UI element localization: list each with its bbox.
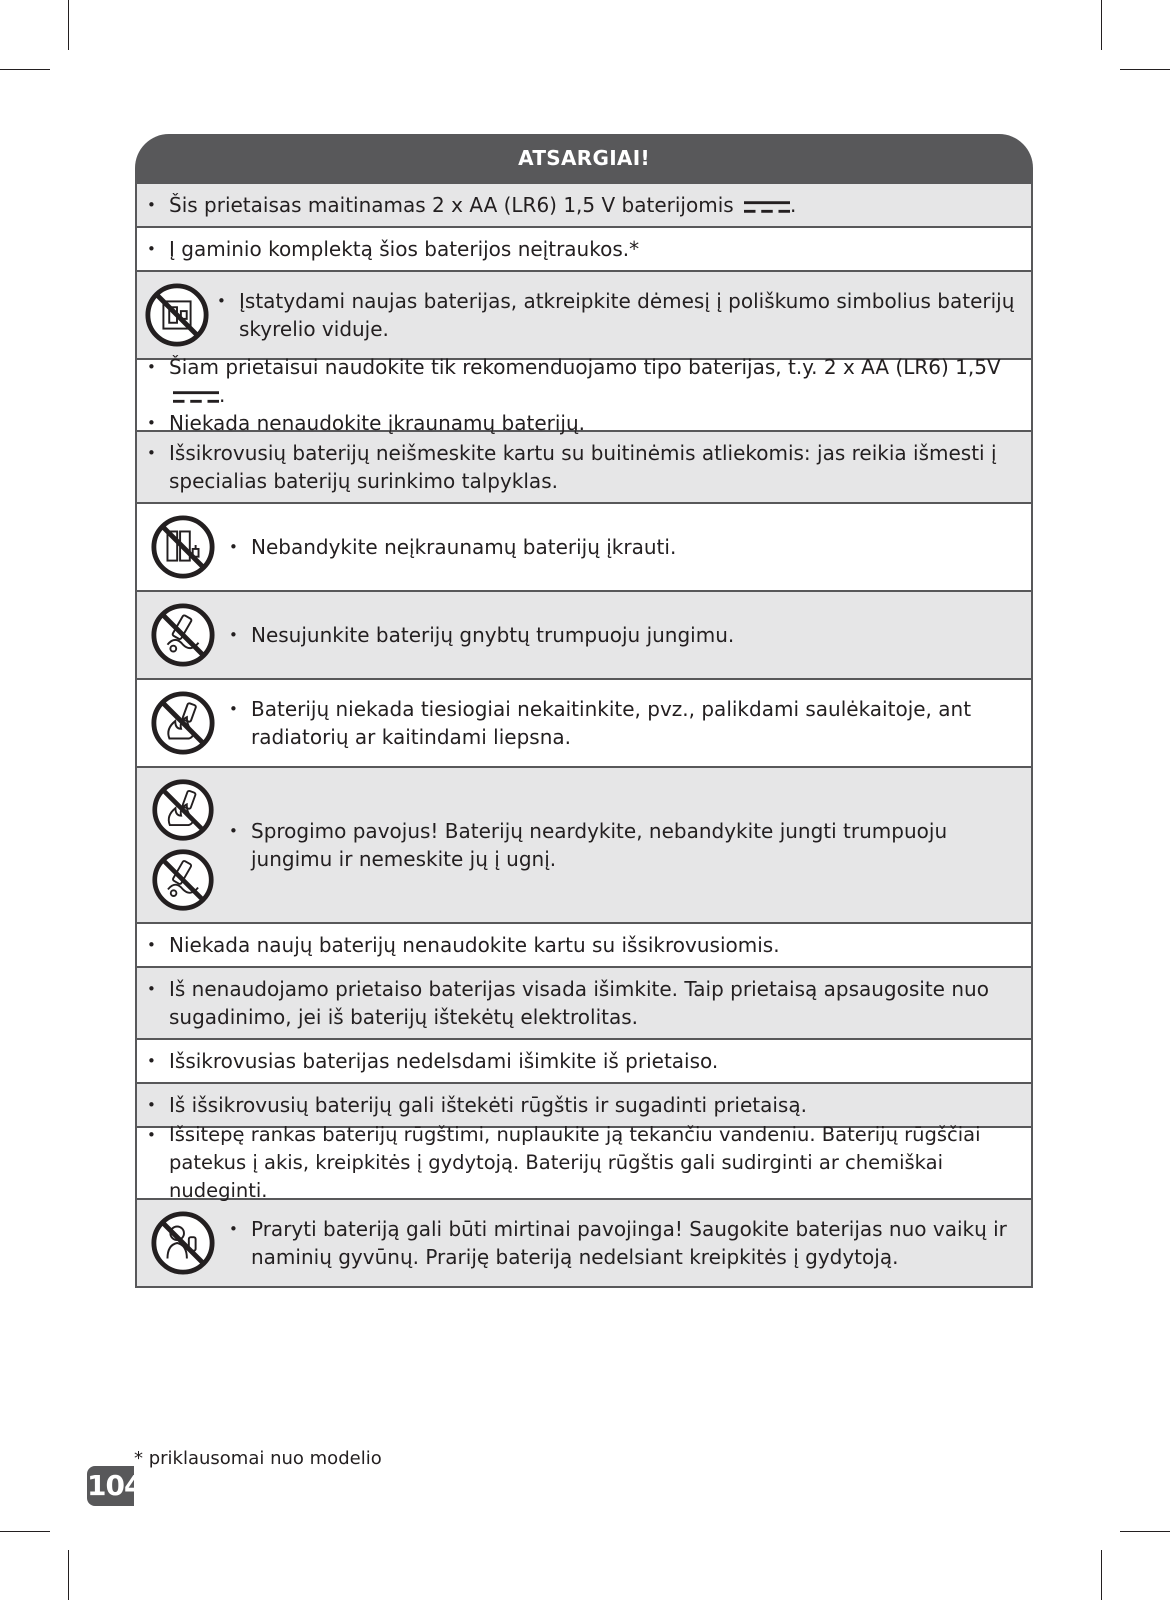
no-swallow-icon: [150, 1210, 216, 1276]
no-short-circuit-icon: [151, 848, 215, 912]
row-text: Į gaminio komplektą šios baterijos neįtraukos.*: [169, 237, 640, 261]
crop-mark: [1101, 0, 1102, 50]
row-text: Sprogimo pavojus! Baterijų neardykite, nebandykite jungti trumpuoju jungimu ir nemeskite jų į ugnį.: [251, 819, 948, 871]
bullet: •: [229, 626, 238, 644]
caution-header: [135, 134, 1033, 182]
crop-mark: [1101, 1550, 1102, 1600]
footnote: * priklausomai nuo modelio: [134, 1448, 382, 1469]
warning-row: [137, 590, 1031, 678]
crop-mark: [1120, 1531, 1170, 1532]
row-text: Šiam prietaisui naudokite tik rekomenduojamo tipo baterijas, t.y. 2 x AA (LR6) 1,5V: [169, 355, 1001, 379]
row-text: Niekada naujų baterijų nenaudokite kartu su išsikrovusiomis.: [169, 933, 780, 957]
no-short-circuit-icon: [150, 602, 216, 668]
warning-row: [137, 226, 1031, 270]
dc-symbol-icon: [744, 199, 790, 215]
bullet: •: [147, 444, 156, 462]
warning-row: [137, 1123, 1031, 1202]
warning-row: [137, 678, 1031, 766]
no-fire-icon: [151, 778, 215, 842]
warning-row: [137, 766, 1031, 922]
bullet: •: [147, 414, 156, 432]
row-text: Įstatydami naujas baterijas, atkreipkite dėmesį į poliškumo simbolius baterijų skyrelio viduje.: [239, 289, 1015, 341]
row-text: Nesujunkite baterijų gnybtų trumpuoju jungimu.: [251, 623, 735, 647]
warning-row: [137, 270, 1031, 358]
battery-polarity-icon: [144, 282, 210, 348]
bullet: •: [229, 1220, 238, 1238]
warning-row: [137, 1038, 1031, 1082]
warning-row: [137, 1198, 1031, 1286]
bullet: •: [147, 196, 156, 214]
warning-row: [137, 502, 1031, 590]
caution-box: [135, 134, 1033, 1288]
row-text: Šis prietaisas maitinamas 2 x AA (LR6) 1,5 V baterijomis: [169, 193, 734, 217]
crop-mark: [0, 69, 50, 70]
no-recharge-icon: [150, 514, 216, 580]
bullet: •: [147, 980, 156, 998]
bullet: •: [147, 358, 156, 376]
row-text: Praryti bateriją gali būti mirtinai pavojinga! Saugokite baterijas nuo vaikų ir naminių gyvūnų. Prariję bateriją nedelsiant kreipkitės į gydytoją.: [251, 1217, 1007, 1269]
bullet: •: [229, 822, 238, 840]
warning-row: • Šiam prietaisui naudokite tik rekomenduojamo tipo baterijas, t.y. 2 x AA (LR6) 1,5V . • Niekada nenaudokite įkraunamų baterijų.: [137, 358, 1031, 430]
bullet: •: [147, 936, 156, 954]
warning-row: [137, 1082, 1031, 1126]
row-text: Išsikrovusių baterijų neišmeskite kartu su buitinėmis atliekomis: jas reikia išmesti į specialias baterijų surinkimo talpyklas.: [169, 441, 997, 493]
row-text: Išsikrovusias baterijas nedelsdami išimkite iš prietaiso.: [169, 1049, 719, 1073]
bullet: •: [147, 1052, 156, 1070]
row-text: Niekada nenaudokite įkraunamų baterijų.: [169, 411, 585, 435]
caution-title: ATSARGIAI!: [518, 146, 650, 170]
crop-mark: [68, 1550, 69, 1600]
bullet: •: [147, 1126, 156, 1144]
bullet: •: [147, 1096, 156, 1114]
bullet: •: [147, 240, 156, 258]
crop-mark: [68, 0, 69, 50]
warning-row: [137, 966, 1031, 1038]
warning-row: [137, 430, 1031, 502]
page-number: 104: [87, 1466, 134, 1506]
no-fire-icon: [150, 690, 216, 756]
row-text: Iš išsikrovusių baterijų gali ištekėti rūgštis ir sugadinti prietaisą.: [169, 1093, 807, 1117]
warning-row: • Šis prietaisas maitinamas 2 x AA (LR6) 1,5 V baterijomis .: [137, 182, 1031, 226]
row-text: Baterijų niekada tiesiogiai nekaitinkite, pvz., palikdami saulėkaitoje, ant radiatorių ar kaitindami liepsna.: [251, 697, 972, 749]
bullet: •: [217, 292, 226, 310]
row-text: Išsitepę rankas baterijų rūgštimi, nuplaukite ją tekančiu vandeniu. Baterijų rūgščiai patekus į akis, kreipkitės į gydytoją. Baterijų rūgštis gali sudirginti ar chemiškai nudeginti.: [169, 1123, 981, 1202]
warning-row: [137, 922, 1031, 966]
dc-symbol-icon: [173, 389, 219, 405]
crop-mark: [1120, 69, 1170, 70]
row-text: Iš nenaudojamo prietaiso baterijas visada išimkite. Taip prietaisą apsaugosite nuo sugadinimo, jei iš baterijų ištekėtų elektrolitas.: [169, 977, 989, 1029]
bullet: •: [229, 538, 238, 556]
crop-mark: [0, 1531, 50, 1532]
row-text: Nebandykite neįkraunamų baterijų įkrauti.: [251, 535, 677, 559]
bullet: •: [229, 700, 238, 718]
caution-body: [135, 182, 1033, 1288]
